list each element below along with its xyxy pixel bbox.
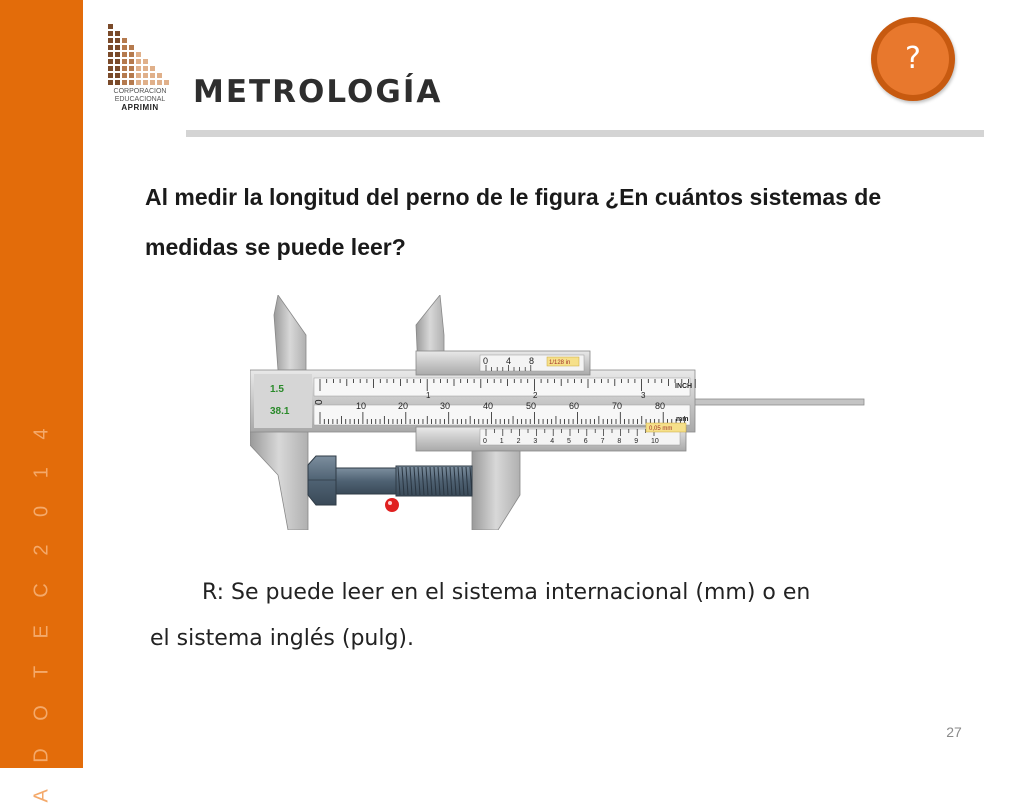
mm-vernier-number: 0	[483, 438, 487, 445]
mm-scale-strip	[314, 405, 690, 425]
mm-vernier-number: 8	[617, 438, 622, 445]
mm-vernier-number: 3	[533, 438, 538, 445]
mm-tick-label: 40	[483, 401, 494, 411]
question-text: Al medir la longitud del perno de le figura ¿En cuántos sistemas de medidas se puede leer?	[145, 184, 882, 260]
mm-vernier-number: 5	[567, 438, 571, 445]
depth-rod	[690, 399, 864, 405]
mm-vernier-number: 10	[651, 438, 659, 445]
mm-tick-label: 70	[612, 401, 623, 411]
bolt	[308, 456, 472, 505]
inch-scale-strip	[314, 378, 693, 396]
zero-label: 0	[314, 399, 325, 405]
sliding-lower-jaw	[472, 451, 520, 530]
mm-vernier-number: 4	[550, 438, 555, 445]
reading-inch: 1.5	[270, 384, 284, 395]
logo-dot-mark	[108, 24, 169, 85]
sidebar-watermark: A D O T E C 2 0 1 4	[30, 417, 53, 803]
mm-tick-label: 60	[569, 401, 580, 411]
inch-tick-label: 3	[641, 391, 646, 400]
mm-unit-label: mm	[676, 416, 689, 423]
inch-vernier-number: 0	[483, 356, 489, 366]
answer-text	[150, 570, 940, 662]
page-title: METROLOGÍA	[193, 74, 443, 110]
header-divider	[186, 130, 984, 137]
sidebar-band	[0, 0, 83, 803]
fixed-upper-jaw	[274, 295, 306, 370]
mm-tick-label: 30	[440, 401, 451, 411]
mm-resolution-label: 0,05 mm	[649, 426, 673, 432]
mm-vernier-number: 7	[600, 438, 605, 445]
inch-vernier-number: 8	[529, 356, 535, 366]
page-number: 27	[946, 724, 962, 740]
logo-brand: APRIMIN	[121, 103, 159, 112]
mm-vernier-number: 2	[516, 438, 521, 445]
mm-tick-label: 80	[655, 401, 666, 411]
logo-caption	[104, 88, 176, 112]
fixed-lower-jaw	[250, 425, 308, 530]
mm-vernier-number: 1	[499, 438, 504, 445]
bolt-shank	[336, 468, 396, 494]
mm-tick-label: 10	[356, 401, 367, 411]
answer-line-2: el sistema inglés (pulg).	[150, 626, 415, 651]
vernier-caliper-illustration	[250, 295, 866, 530]
inch-unit-label: INCH	[675, 383, 693, 390]
logo-line-2: EDUCACIONAL	[114, 96, 166, 103]
mm-tick-label: 50	[526, 401, 537, 411]
help-button[interactable]	[871, 17, 955, 101]
inch-tick-label: 2	[533, 391, 538, 400]
mm-vernier-number: 6	[583, 438, 588, 445]
answer-line-1	[150, 570, 940, 616]
mm-vernier-number: 9	[634, 438, 639, 445]
inch-resolution-label: 1/128 in	[549, 360, 571, 366]
bolt-head	[308, 456, 336, 505]
logo-line-1: CORPORACION	[113, 88, 167, 95]
inch-vernier-number: 4	[506, 356, 512, 366]
mm-tick-label: 20	[398, 401, 409, 411]
question-mark-icon: ?	[877, 23, 949, 95]
inch-tick-label: 1	[426, 391, 431, 400]
answer-line-1-text: R: Se puede leer en el sistema internacional (mm) o en	[202, 580, 811, 605]
reading-mm: 38.1	[270, 406, 290, 417]
red-marker-icon	[385, 498, 399, 512]
reading-panel	[254, 374, 312, 428]
